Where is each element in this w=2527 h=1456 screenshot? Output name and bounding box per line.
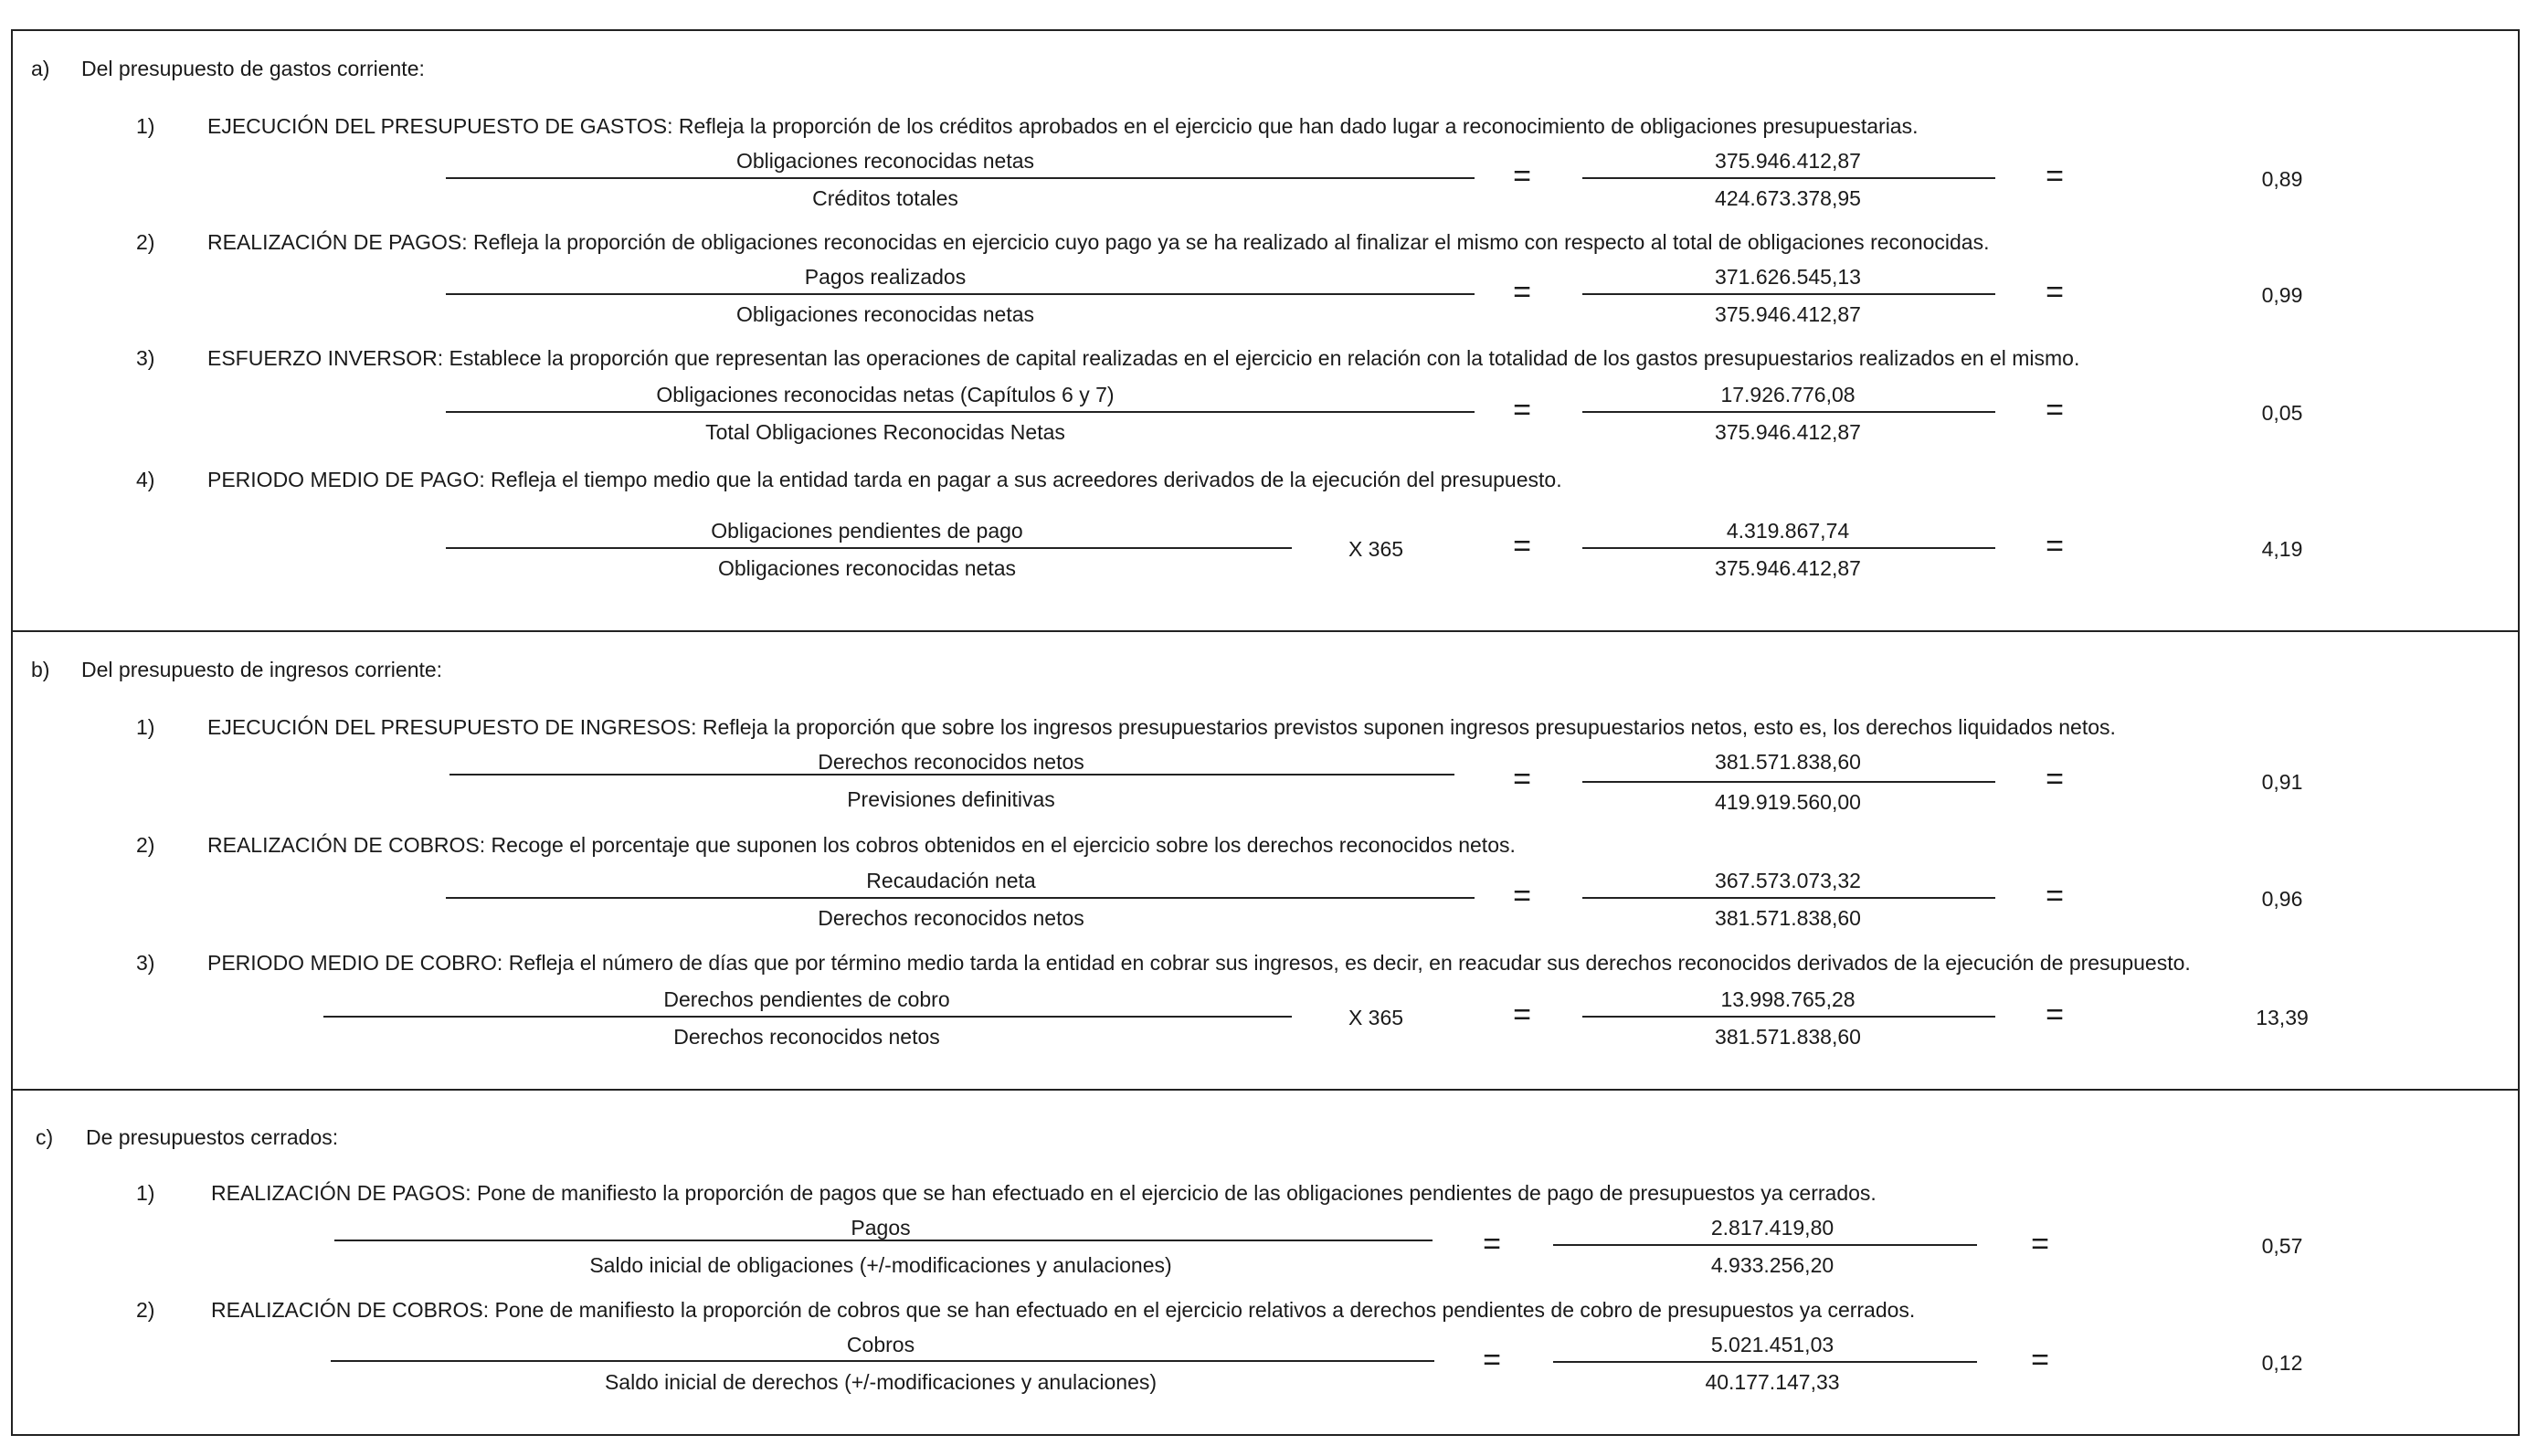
section-c-title: De presupuestos cerrados:	[86, 1125, 339, 1149]
numerator-value: 381.571.838,60	[1715, 750, 1861, 774]
fraction-bar	[446, 177, 1475, 179]
denominator-label: Total Obligaciones Reconocidas Netas	[705, 420, 1065, 444]
equals-sign: =	[2046, 159, 2064, 194]
equals-sign: =	[1513, 159, 1531, 194]
equals-sign: =	[1513, 879, 1531, 913]
fraction-bar	[1582, 293, 1995, 295]
numerator-value: 4.319.867,74	[1726, 519, 1850, 543]
numerator-value: 375.946.412,87	[1715, 149, 1861, 173]
denominator-label: Saldo inicial de derechos (+/-modificaciones y anulaciones)	[604, 1370, 1158, 1394]
item-number: 2)	[136, 833, 155, 857]
denominator-label: Derechos reconocidos netos	[673, 1025, 940, 1049]
section-a	[11, 29, 2520, 632]
item-description: PERIODO MEDIO DE PAGO: Refleja el tiempo medio que la entidad tarda en pagar a sus acreedores derivados de la ejecución del presupuesto.	[207, 468, 1562, 491]
item-description: REALIZACIÓN DE COBROS: Recoge el porcentaje que suponen los cobros obtenidos en el ejercicio sobre los derechos reconocidos netos.	[207, 833, 1516, 857]
numerator-label: Obligaciones reconocidas netas (Capítulos 6 y 7)	[656, 383, 1115, 406]
fraction-bar	[1582, 411, 1995, 413]
denominator-label: Previsiones definitivas	[847, 787, 1055, 811]
ratio-result: 0,96	[2261, 887, 2303, 911]
fraction-bar	[446, 293, 1475, 295]
numerator-label: Derechos pendientes de cobro	[663, 987, 950, 1011]
numerator-value: 13.998.765,28	[1720, 987, 1856, 1011]
equals-sign: =	[2046, 997, 2064, 1032]
fraction-bar	[1582, 897, 1995, 899]
ratio-result: 13,39	[2256, 1006, 2309, 1029]
denominator-label: Derechos reconocidos netos	[818, 906, 1084, 930]
section-b	[11, 630, 2520, 1091]
denominator-value: 4.933.256,20	[1710, 1253, 1834, 1277]
multiplier: X 365	[1348, 537, 1404, 561]
denominator-value: 381.571.838,60	[1715, 906, 1861, 930]
fraction-bar	[1553, 1361, 1977, 1363]
item-number: 4)	[136, 468, 155, 491]
item-description: REALIZACIÓN DE PAGOS: Refleja la proporción de obligaciones reconocidas en ejercicio cuyo pago ya se ha realizado al finalizar el mismo con respecto al total de obligaciones reconocidas.	[207, 230, 1990, 254]
item-number: 2)	[136, 1298, 155, 1322]
item-description: REALIZACIÓN DE PAGOS: Pone de manifiesto la proporción de pagos que se han efectuado en el ejercicio de las obligaciones pendientes de pago de presupuestos ya cerrados.	[211, 1181, 1877, 1205]
numerator-label: Obligaciones reconocidas netas	[735, 149, 1035, 173]
fraction-bar	[446, 547, 1292, 549]
ratio-result: 0,05	[2261, 401, 2303, 425]
numerator-value: 367.573.073,32	[1715, 869, 1861, 892]
denominator-value: 419.919.560,00	[1715, 790, 1861, 814]
fraction-bar	[331, 1360, 1434, 1362]
equals-sign: =	[2046, 879, 2064, 913]
equals-sign: =	[2046, 529, 2064, 564]
fraction-bar	[449, 774, 1454, 775]
denominator-value: 375.946.412,87	[1715, 420, 1861, 444]
item-number: 2)	[136, 230, 155, 254]
ratio-result: 0,57	[2261, 1234, 2303, 1258]
ratio-result: 4,19	[2261, 537, 2303, 561]
item-description: ESFUERZO INVERSOR: Establece la proporción que representan las operaciones de capital realizadas en el ejercicio en relación con la totalidad de los gastos presupuestarios realizados en el mismo.	[207, 346, 2080, 370]
item-description: EJECUCIÓN DEL PRESUPUESTO DE INGRESOS: Refleja la proporción que sobre los ingresos presupuestarios previstos suponen ingresos presupuestarios netos, esto es, los derechos liquidados netos.	[207, 715, 2116, 739]
section-a-title: Del presupuesto de gastos corriente:	[81, 57, 425, 80]
numerator-label: Cobros	[846, 1333, 915, 1356]
denominator-value: 375.946.412,87	[1715, 302, 1861, 326]
item-number: 3)	[136, 346, 155, 370]
fraction-bar	[446, 411, 1475, 413]
fraction-bar	[446, 897, 1475, 899]
ratio-result: 0,99	[2261, 283, 2303, 307]
denominator-value: 375.946.412,87	[1715, 556, 1861, 580]
denominator-value: 40.177.147,33	[1705, 1370, 1840, 1394]
equals-sign: =	[2046, 762, 2064, 797]
section-b-title: Del presupuesto de ingresos corriente:	[81, 658, 443, 681]
equals-sign: =	[1483, 1343, 1501, 1377]
fraction-bar	[1582, 1016, 1995, 1018]
denominator-label: Créditos totales	[812, 186, 958, 210]
fraction-bar	[1582, 547, 1995, 549]
numerator-label: Derechos reconocidos netos	[818, 750, 1084, 774]
equals-sign: =	[2031, 1343, 2049, 1377]
numerator-label: Recaudación neta	[866, 869, 1036, 892]
item-number: 1)	[136, 1181, 155, 1205]
numerator-value: 5.021.451,03	[1710, 1333, 1834, 1356]
denominator-label: Obligaciones reconocidas netas	[735, 302, 1035, 326]
equals-sign: =	[2031, 1227, 2049, 1261]
numerator-value: 371.626.545,13	[1715, 265, 1861, 289]
numerator-label: Obligaciones pendientes de pago	[711, 519, 1023, 543]
equals-sign: =	[1513, 529, 1531, 564]
fraction-bar	[1553, 1244, 1977, 1246]
denominator-label: Obligaciones reconocidas netas	[717, 556, 1017, 580]
ratio-result: 0,89	[2261, 167, 2303, 191]
section-b-label: b)	[31, 658, 50, 681]
item-description: EJECUCIÓN DEL PRESUPUESTO DE GASTOS: Refleja la proporción de los créditos aprobados en el ejercicio que han dado lugar a reconocimiento de obligaciones presupuestarias.	[207, 114, 1919, 138]
equals-sign: =	[2046, 393, 2064, 427]
section-c-label: c)	[36, 1125, 54, 1149]
numerator-label: Pagos realizados	[804, 265, 967, 289]
section-c	[11, 1089, 2520, 1436]
section-a-label: a)	[31, 57, 50, 80]
equals-sign: =	[1483, 1227, 1501, 1261]
ratio-result: 0,91	[2261, 770, 2303, 794]
denominator-label: Saldo inicial de obligaciones (+/-modificaciones y anulaciones)	[589, 1253, 1172, 1277]
fraction-bar	[334, 1240, 1433, 1241]
fraction-bar	[323, 1016, 1292, 1018]
item-description: REALIZACIÓN DE COBROS: Pone de manifiesto la proporción de cobros que se han efectuado en el ejercicio relativos a derechos pendientes de cobro de presupuestos ya cerrados.	[211, 1298, 1916, 1322]
numerator-value: 2.817.419,80	[1710, 1216, 1834, 1240]
item-number: 1)	[136, 715, 155, 739]
equals-sign: =	[1513, 762, 1531, 797]
fraction-bar	[1582, 781, 1995, 783]
equals-sign: =	[1513, 997, 1531, 1032]
multiplier: X 365	[1348, 1006, 1404, 1029]
item-number: 3)	[136, 951, 155, 975]
ratio-result: 0,12	[2261, 1351, 2303, 1375]
equals-sign: =	[2046, 275, 2064, 310]
item-description: PERIODO MEDIO DE COBRO: Refleja el número de días que por término medio tarda la entidad en cobrar sus ingresos, es decir, en reacudar sus derechos reconocidos derivados de la ejecución de presupuesto.	[207, 951, 2191, 975]
fraction-bar	[1582, 177, 1995, 179]
equals-sign: =	[1513, 275, 1531, 310]
numerator-value: 17.926.776,08	[1720, 383, 1856, 406]
item-number: 1)	[136, 114, 155, 138]
denominator-value: 424.673.378,95	[1715, 186, 1861, 210]
equals-sign: =	[1513, 393, 1531, 427]
denominator-value: 381.571.838,60	[1715, 1025, 1861, 1049]
numerator-label: Pagos	[851, 1216, 911, 1240]
